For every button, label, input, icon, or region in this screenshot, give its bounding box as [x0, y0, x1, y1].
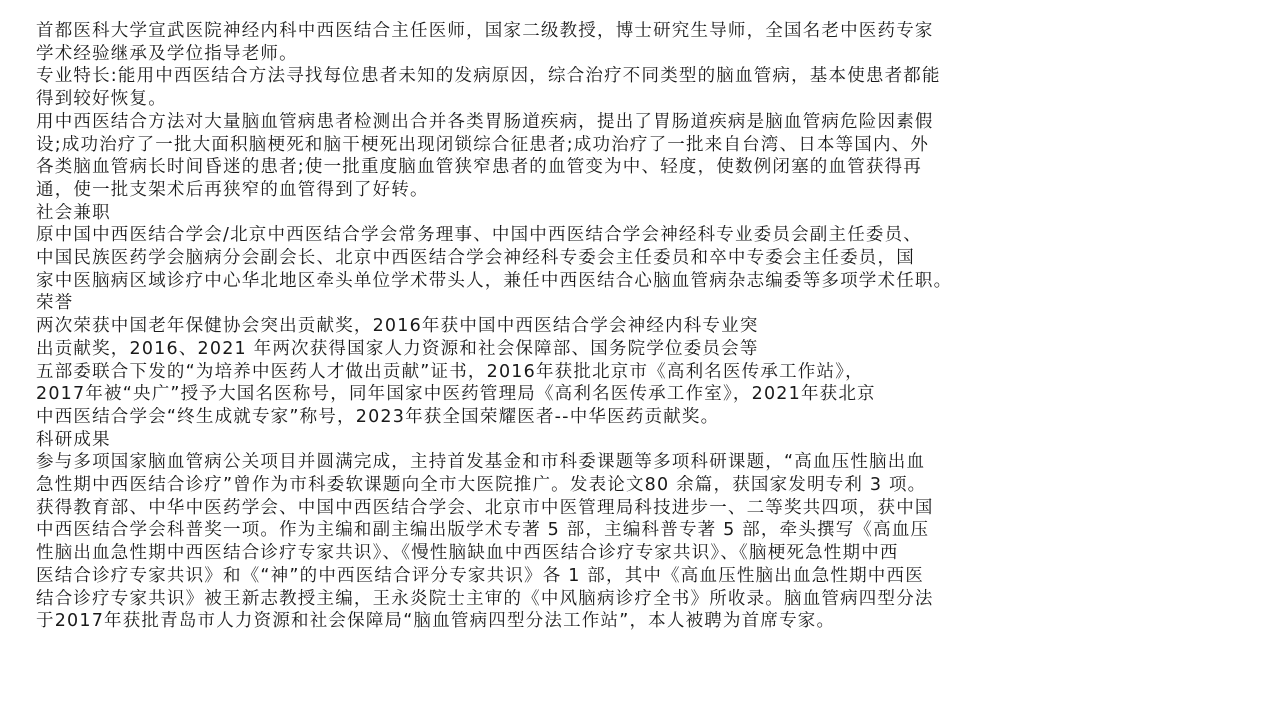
honors-line: 2017年被“央广”授予大国名医称号，同年国家中医药管理局《高利名医传承工作室》，2021年获北京	[36, 384, 876, 405]
research-line: 急性期中西医结合诊疗”曾作为市科委软课题向全市大医院推广。发表论文80 余篇，获国家发明专利 3 项。	[36, 475, 927, 496]
honors-line: 出贡献奖，2016、2021 年两次获得国家人力资源和社会保障部、国务院学位委员会等	[36, 338, 759, 359]
research-line: 性脑出血急性期中西医结合诊疗专家共识》、《慢性脑缺血中西医结合诊疗专家共识》、《脑梗死急性期中西	[36, 543, 899, 564]
research-line: 中西医结合学会科普奖一项。作为主编和副主编出版学术专著 5 部，主编科普专著 5 部，牵头撰写《高血压	[36, 520, 930, 541]
honors-line: 中西医结合学会“终生成就专家”称号，2023年获全国荣耀医者--中华医药贡献奖。	[36, 406, 720, 427]
intro-line: 设;成功治疗了一批大面积脑梗死和脑干梗死出现闭锁综合征患者;成功治疗了一批来自台湾、日本等国内、外	[36, 134, 930, 155]
research-line: 医结合诊疗专家共识》和《“神”的中西医结合评分专家共识》各 1 部，其中《高血压性脑出血急性期中西医	[36, 565, 924, 586]
social-line: 中国民族医药学会脑病分会副会长、北京中西医结合学会神经科专委会主任委员和卒中专委会主任委员，国	[36, 248, 915, 269]
honors-heading: 荣誉	[36, 293, 74, 314]
intro-line: 通，使一批支架术后再狭窄的血管得到了好转。	[36, 179, 429, 200]
research-section	[36, 429, 1256, 633]
intro-section	[36, 20, 1256, 202]
honors-line: 五部委联合下发的“为培养中医药人才做出贡献”证书，2016年获批北京市《高利名医传承工作站》，	[36, 361, 864, 382]
social-line: 家中医脑病区域诊疗中心华北地区牵头单位学术带头人，兼任中西医结合心脑血管病杂志编委等多项学术任职。	[36, 270, 953, 291]
intro-line: 用中西医结合方法对大量脑血管病患者检测出合并各类胃肠道疾病，提出了胃肠道疾病是脑血管病危险因素假	[36, 111, 934, 132]
intro-line: 专业特长:能用中西医结合方法寻找每位患者未知的发病原因，综合治疗不同类型的脑血管病，基本使患者都能	[36, 66, 941, 87]
intro-line: 各类脑血管病长时间昏迷的患者;使一批重度脑血管狭窄患者的血管变为中、轻度，使数例闭塞的血管获得再	[36, 157, 922, 178]
intro-line: 首都医科大学宣武医院神经内科中西医结合主任医师，国家二级教授，博士研究生导师，全国名老中医药专家	[36, 21, 934, 41]
honors-line: 两次荣获中国老年保健协会突出贡献奖，2016年获中国中西医结合学会神经内科专业突	[36, 316, 759, 337]
intro-line: 学术经验继承及学位指导老师。	[36, 43, 298, 64]
research-line: 参与多项国家脑血管病公关项目并圆满完成，主持首发基金和市科委课题等多项科研课题，“高血压性脑出血	[36, 452, 926, 473]
profile-document	[36, 20, 1256, 633]
social-section	[36, 202, 1256, 293]
social-line: 原中国中西医结合学会/北京中西医结合学会常务理事、中国中西医结合学会神经科专业委员会副主任委员、	[36, 225, 922, 246]
research-line: 结合诊疗专家共识》被王新志教授主编，王永炎院士主审的《中风脑病诊疗全书》所收录。脑血管病四型分法	[36, 588, 934, 609]
intro-line: 得到较好恢复。	[36, 89, 167, 110]
research-line: 于2017年获批青岛市人力资源和社会保障局“脑血管病四型分法工作站”，本人被聘为首席专家。	[36, 611, 836, 632]
research-line: 获得教育部、中华中医药学会、中国中西医结合学会、北京市中医管理局科技进步一、二等奖共四项，获中国	[36, 497, 934, 518]
honors-section	[36, 292, 1256, 428]
research-heading: 科研成果	[36, 429, 111, 450]
social-heading: 社会兼职	[36, 202, 111, 223]
